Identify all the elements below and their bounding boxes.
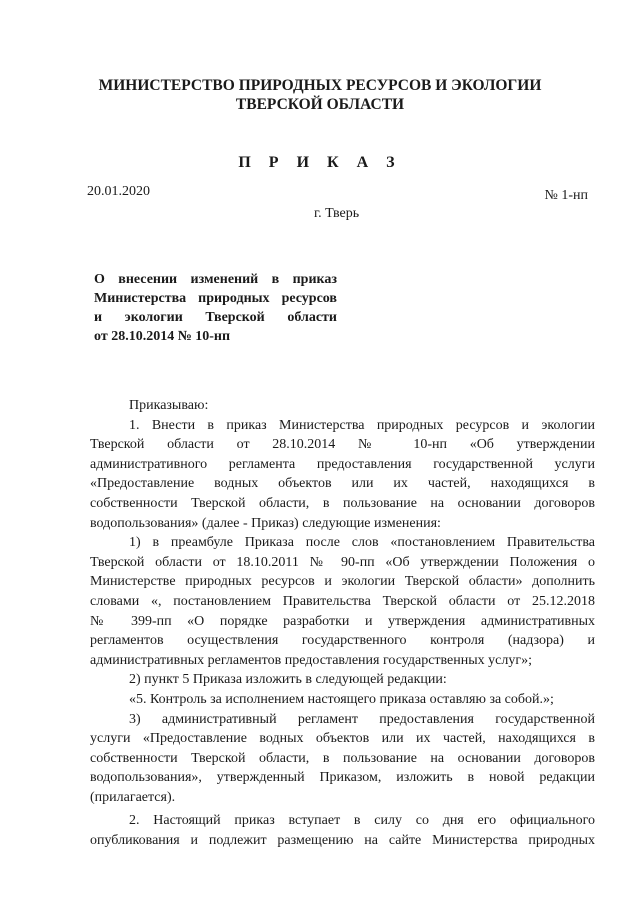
order-body bbox=[90, 396, 595, 851]
subject-line: Министерства природных ресурсов bbox=[94, 291, 337, 306]
order-date: 20.01.2020 bbox=[87, 184, 150, 199]
body-line: 1) в преамбуле Приказа после слов «постановлением Правительства bbox=[129, 535, 595, 551]
order-city: г. Тверь bbox=[314, 206, 360, 221]
body-line: водопользования» (далее - Приказ) следующие изменения: bbox=[90, 515, 441, 531]
body-line: собственности Тверской области, в пользование на основании договоров bbox=[90, 495, 595, 511]
body-line: 3) административный регламент предоставления государственной bbox=[129, 711, 595, 727]
body-line: 1. Внести в приказ Министерства природных ресурсов и экологии bbox=[129, 417, 595, 433]
body-line: Тверской области от 18.10.2011 № 90-пп «Об утверждении Положения о bbox=[90, 554, 595, 570]
subject-line: от 28.10.2014 № 10-нп bbox=[94, 329, 231, 344]
ministry-name-line1: МИНИСТЕРСТВО ПРИРОДНЫХ РЕСУРСОВ И ЭКОЛОГИИ bbox=[98, 77, 542, 94]
body-line: № 399-пп «О порядке разработки и утверждения административных bbox=[90, 613, 595, 629]
body-line: административных регламентов предоставления государственных услуг»; bbox=[90, 652, 532, 668]
subject-line: О внесении изменений в приказ bbox=[94, 272, 337, 287]
body-line: Министерстве природных ресурсов и экологии Тверской области» дополнить bbox=[90, 574, 595, 590]
body-line: водопользования», утвержденный Приказом, изложить в новой редакции bbox=[90, 770, 595, 786]
ministry-header bbox=[0, 76, 640, 114]
body-line: административного регламента предоставления государственной услуги bbox=[90, 456, 595, 472]
body-line: собственности Тверской области, в пользование на основании договоров bbox=[90, 750, 595, 766]
subject-line: и экологии Тверской области bbox=[94, 310, 337, 325]
body-line: «5. Контроль за исполнением настоящего приказа оставляю за собой.»; bbox=[129, 691, 554, 707]
ministry-name-line2: ТВЕРСКОЙ ОБЛАСТИ bbox=[235, 96, 405, 113]
body-line: Тверской области от 28.10.2014 № 10-нп «Об утверждении bbox=[90, 437, 595, 453]
body-line: 2) пункт 5 Приказа изложить в следующей редакции: bbox=[129, 672, 447, 688]
body-line: 2. Настоящий приказ вступает в силу со дня его официального bbox=[129, 813, 595, 829]
body-line: опубликования и подлежит размещению на сайте Министерства природных bbox=[90, 833, 595, 849]
body-line: Приказываю: bbox=[129, 398, 209, 413]
body-line: (прилагается). bbox=[90, 789, 176, 805]
order-title: П Р И К А З bbox=[238, 154, 402, 171]
body-line: словами «, постановлением Правительства Тверской области от 25.12.2018 bbox=[90, 593, 595, 609]
order-subject bbox=[94, 270, 337, 346]
body-line: услуги «Предоставление водных объектов или их частей, находящихся в bbox=[90, 731, 595, 747]
body-line: регламентов осуществления государственного контроля (надзора) и bbox=[90, 633, 595, 649]
body-line: «Предоставление водных объектов или их частей, находящихся в bbox=[90, 476, 595, 492]
order-number: № 1-нп bbox=[544, 188, 588, 203]
